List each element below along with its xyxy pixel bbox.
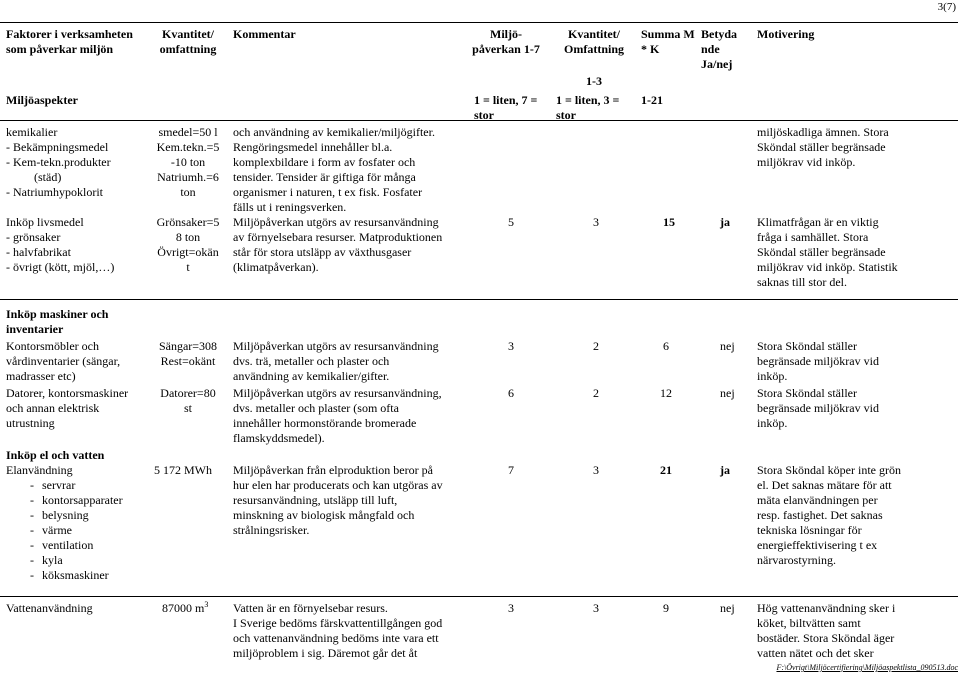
furniture-factor-line: madrasser etc) [6, 369, 76, 383]
electricity-item-label: kyla [42, 553, 63, 567]
electricity-quantity: 5 172 MWh [154, 463, 212, 477]
electricity-motivation-line: Stora Sköndal köper inte grön [757, 463, 901, 477]
water-quantity-unit-exponent: 3 [204, 600, 209, 609]
electricity-item-label: köksmaskiner [42, 568, 109, 582]
electricity-item-dash: - [30, 523, 34, 537]
electricity-factor [6, 463, 151, 583]
furniture-sum: 6 [663, 339, 669, 353]
electricity-item-dash: - [30, 553, 34, 567]
computers-qty-line: Datorer=80 [160, 386, 216, 400]
chem-factor-line: kemikalier [6, 125, 58, 139]
electricity-item-label: värme [42, 523, 72, 537]
food-motivation [757, 215, 937, 290]
chem-motivation-line: miljökrav vid inköp. [757, 155, 856, 169]
furniture-motivation [757, 339, 937, 384]
computers-sum: 12 [660, 386, 672, 400]
header-motivation: Motivering [757, 27, 815, 41]
chem-factor-line: (städ) [34, 170, 62, 184]
electricity-comment-line: Miljöpåverkan från elproduktion beror på [233, 463, 433, 477]
furniture-comment-line: användning av kemikalier/gifter. [233, 369, 390, 383]
header-sum: Summa M * K [641, 27, 695, 56]
header-environmental-aspects: Miljöaspekter [6, 93, 78, 107]
water-impact-score: 3 [508, 601, 514, 615]
electricity-motivation-line: närvarostyrning. [757, 553, 836, 567]
electricity-heading: Inköp el och vatten [6, 448, 105, 462]
electricity-item-label: ventilation [42, 538, 94, 552]
electricity-significant: ja [720, 463, 730, 477]
water-quantity [162, 601, 208, 616]
chem-comment-line: och användning av kemikalier/miljögifter. [233, 125, 435, 139]
header-environmental-impact: Miljö-påverkan 1-7 [472, 27, 540, 56]
water-sum: 9 [663, 601, 669, 615]
furniture-significant: nej [720, 339, 735, 353]
water-comment-line: och vattenanvändning bedöms inte vara ett [233, 631, 439, 645]
furniture-comment-line: dvs. trä, metaller och plaster och [233, 354, 390, 368]
machines-heading-line: Inköp maskiner och [6, 307, 109, 321]
food-comment-line: Miljöpåverkan utgörs av resursanvändning [233, 215, 439, 229]
computers-factor-line: Datorer, kontorsmaskiner [6, 386, 129, 400]
food-motivation-line: fråga i samhället. Stora [757, 230, 869, 244]
computers-significant: nej [720, 386, 735, 400]
chem-qty-line: -10 ton [170, 155, 206, 169]
furniture-comment-line: Miljöpåverkan utgörs av resursanvändning [233, 339, 439, 353]
furniture-factor [6, 339, 151, 384]
chem-motivation-line: miljöskadliga ämnen. Stora [757, 125, 889, 139]
water-motivation [757, 601, 937, 661]
electricity-quantity-score: 3 [593, 463, 599, 477]
food-qty-line: Grönsaker=5 [156, 215, 220, 229]
electricity-comment [233, 463, 473, 538]
furniture-comment [233, 339, 473, 384]
header-impact-scale: 1 = liten, 7 = stor [474, 93, 538, 122]
machines-heading-line: inventarier [6, 322, 64, 336]
footer-file-path: F:\Övrigt\Miljöcertifiering\Miljöaspektlista_090513.doc [776, 663, 958, 672]
food-quantity [150, 215, 226, 275]
computers-comment-line: dvs. metaller och plaster (som ofta [233, 401, 399, 415]
food-motivation-line: saknas till stor del. [757, 275, 847, 289]
computers-comment [233, 386, 473, 446]
electricity-motivation-line: mäta elanvändningen per [757, 493, 878, 507]
chem-qty-line: smedel=50 l [158, 125, 218, 139]
chem-motivation-line: Sköndal ställer begränsade [757, 140, 886, 154]
water-comment-line: miljöproblem i sig. Däremot går det åt [233, 646, 418, 660]
food-comment-line: av förnyelsebara resurser. Matproduktionen [233, 230, 443, 244]
water-quantity-score: 3 [593, 601, 599, 615]
electricity-motivation [757, 463, 937, 568]
electricity-comment-line: minskning av biologisk mångfald och [233, 508, 415, 522]
header-quantity-scale-range: 1-3 [586, 74, 602, 88]
furniture-qty-line: Rest=okänt [160, 354, 216, 368]
section-rule-1 [0, 299, 958, 300]
chem-comment-line: komplexbildare i form av fosfater och [233, 155, 416, 169]
water-motivation-line: köket, biltvätten samt [757, 616, 861, 630]
computers-factor-line: utrustning [6, 416, 55, 430]
electricity-item-label: kontorsapparater [42, 493, 123, 507]
furniture-quantity [150, 339, 226, 369]
machines-heading [6, 307, 151, 337]
electricity-comment-line: resursanvändning, utsläpp till luft, [233, 493, 398, 507]
electricity-item [6, 508, 151, 523]
electricity-factor-title: Elanvändning [6, 463, 73, 477]
chem-quantity [150, 125, 226, 200]
electricity-item-dash: - [30, 568, 34, 582]
electricity-item [6, 568, 151, 583]
chem-factor [6, 125, 151, 200]
chem-comment-line: tensider. Tensider är giftiga för många [233, 170, 416, 184]
section-rule-2 [0, 596, 958, 597]
furniture-motivation-line: Stora Sköndal ställer [757, 339, 857, 353]
header-comment: Kommentar [233, 27, 296, 41]
header-quantity-scale-desc: 1 = liten, 3 = stor [556, 93, 620, 122]
food-comment-line: (klimatpåverkan). [233, 260, 319, 274]
electricity-item [6, 553, 151, 568]
header-quantity-scale: Kvantitet/ Omfattning [564, 27, 624, 56]
computers-motivation-line: inköp. [757, 416, 788, 430]
electricity-comment-line: strålningsrisker. [233, 523, 310, 537]
computers-comment-line: flamskyddsmedel). [233, 431, 325, 445]
furniture-impact-score: 3 [508, 339, 514, 353]
electricity-item-label: belysning [42, 508, 89, 522]
chem-comment [233, 125, 473, 215]
electricity-item-dash: - [30, 508, 34, 522]
chem-comment-line: organismer i naturen, t ex fisk. Fosfater [233, 185, 423, 199]
water-motivation-line: bostäder. Stora Sköndal äger [757, 631, 895, 645]
computers-comment-line: Miljöpåverkan utgörs av resursanvändning, [233, 386, 442, 400]
computers-motivation-line: Stora Sköndal ställer [757, 386, 857, 400]
chem-comment-line: fälls ut i reningsverken. [233, 200, 347, 214]
computers-comment-line: innehåller hormonstörande bromerade [233, 416, 417, 430]
computers-impact-score: 6 [508, 386, 514, 400]
water-factor: Vattenanvändning [6, 601, 93, 615]
food-motivation-line: Sköndal ställer begränsade [757, 245, 886, 259]
header-significant: Betyda nde Ja/nej [701, 27, 737, 71]
electricity-item-dash: - [30, 493, 34, 507]
header-sum-range: 1-21 [641, 93, 663, 107]
table-top-rule [0, 22, 958, 23]
furniture-qty-line: Sängar=308 [158, 339, 218, 353]
chem-qty-line: ton [180, 185, 196, 199]
food-comment [233, 215, 473, 275]
electricity-item [6, 493, 151, 508]
chem-qty-line: Natriumh.=6 [157, 170, 219, 184]
food-qty-line: t [186, 260, 190, 274]
chem-qty-line: Kem.tekn.=5 [156, 140, 220, 154]
computers-factor [6, 386, 151, 431]
food-factor [6, 215, 151, 275]
computers-factor-line: och annan elektrisk [6, 401, 100, 415]
water-quantity-value: 87000 m [162, 601, 205, 615]
electricity-motivation-line: resp. fastighet. Det saknas [757, 508, 883, 522]
electricity-sum: 21 [660, 463, 672, 477]
food-factor-line: - grönsaker [6, 230, 61, 244]
chem-motivation [757, 125, 937, 170]
chem-factor-line: - Kem-tekn.produkter [6, 155, 111, 169]
water-comment-line: I Sverige bedöms färskvattentillgången god [233, 616, 443, 630]
electricity-impact-score: 7 [508, 463, 514, 477]
food-factor-line: - övrigt (kött, mjöl,…) [6, 260, 115, 274]
computers-motivation [757, 386, 937, 431]
food-sum: 15 [663, 215, 675, 229]
food-qty-line: Övrigt=okän [157, 245, 219, 259]
chem-factor-line: - Natriumhypoklorit [6, 185, 103, 199]
food-impact-score: 5 [508, 215, 514, 229]
page-number: 3(7) [937, 1, 956, 13]
food-motivation-line: Klimatfrågan är en viktig [757, 215, 879, 229]
food-comment-line: står för stora utsläpp av växthusgaser [233, 245, 412, 259]
electricity-motivation-line: energieffektivisering t ex [757, 538, 878, 552]
water-comment-line: Vatten är en förnyelsebar resurs. [233, 601, 388, 615]
furniture-motivation-line: inköp. [757, 369, 788, 383]
electricity-item-dash: - [30, 538, 34, 552]
water-significant: nej [720, 601, 735, 615]
header-quantity: Kvantitet/ omfattning [159, 27, 217, 56]
computers-motivation-line: begränsade miljökrav vid [757, 401, 879, 415]
food-quantity-score: 3 [593, 215, 599, 229]
water-comment [233, 601, 473, 661]
food-significant: ja [720, 215, 730, 229]
water-motivation-line: Hög vattenanvändning sker i [757, 601, 896, 615]
furniture-factor-line: vårdinventarier (sängar, [6, 354, 121, 368]
furniture-motivation-line: begränsade miljökrav vid [757, 354, 879, 368]
electricity-motivation-line: tekniska lösningar för [757, 523, 862, 537]
computers-qty-line: st [183, 401, 192, 415]
furniture-quantity-score: 2 [593, 339, 599, 353]
electricity-item-label: servrar [42, 478, 76, 492]
food-factor-line: - halvfabrikat [6, 245, 71, 259]
food-qty-line: 8 ton [175, 230, 201, 244]
electricity-item [6, 478, 151, 493]
computers-quantity-score: 2 [593, 386, 599, 400]
chem-factor-line: - Bekämpningsmedel [6, 140, 109, 154]
furniture-factor-line: Kontorsmöbler och [6, 339, 99, 353]
water-motivation-line: vatten nätet och det sker [757, 646, 874, 660]
electricity-item [6, 523, 151, 538]
header-factor: Faktorer i verksamheten som påverkar miljön [6, 27, 133, 56]
electricity-comment-line: hur elen har producerats och kan utgöras av [233, 478, 443, 492]
food-factor-line: Inköp livsmedel [6, 215, 84, 229]
chem-comment-line: Rengöringsmedel innehåller bl.a. [233, 140, 393, 154]
food-motivation-line: miljökrav vid inköp. Statistik [757, 260, 898, 274]
electricity-motivation-line: el. Det saknas mätare för att [757, 478, 892, 492]
computers-quantity [150, 386, 226, 416]
electricity-item-dash: - [30, 478, 34, 492]
electricity-item [6, 538, 151, 553]
